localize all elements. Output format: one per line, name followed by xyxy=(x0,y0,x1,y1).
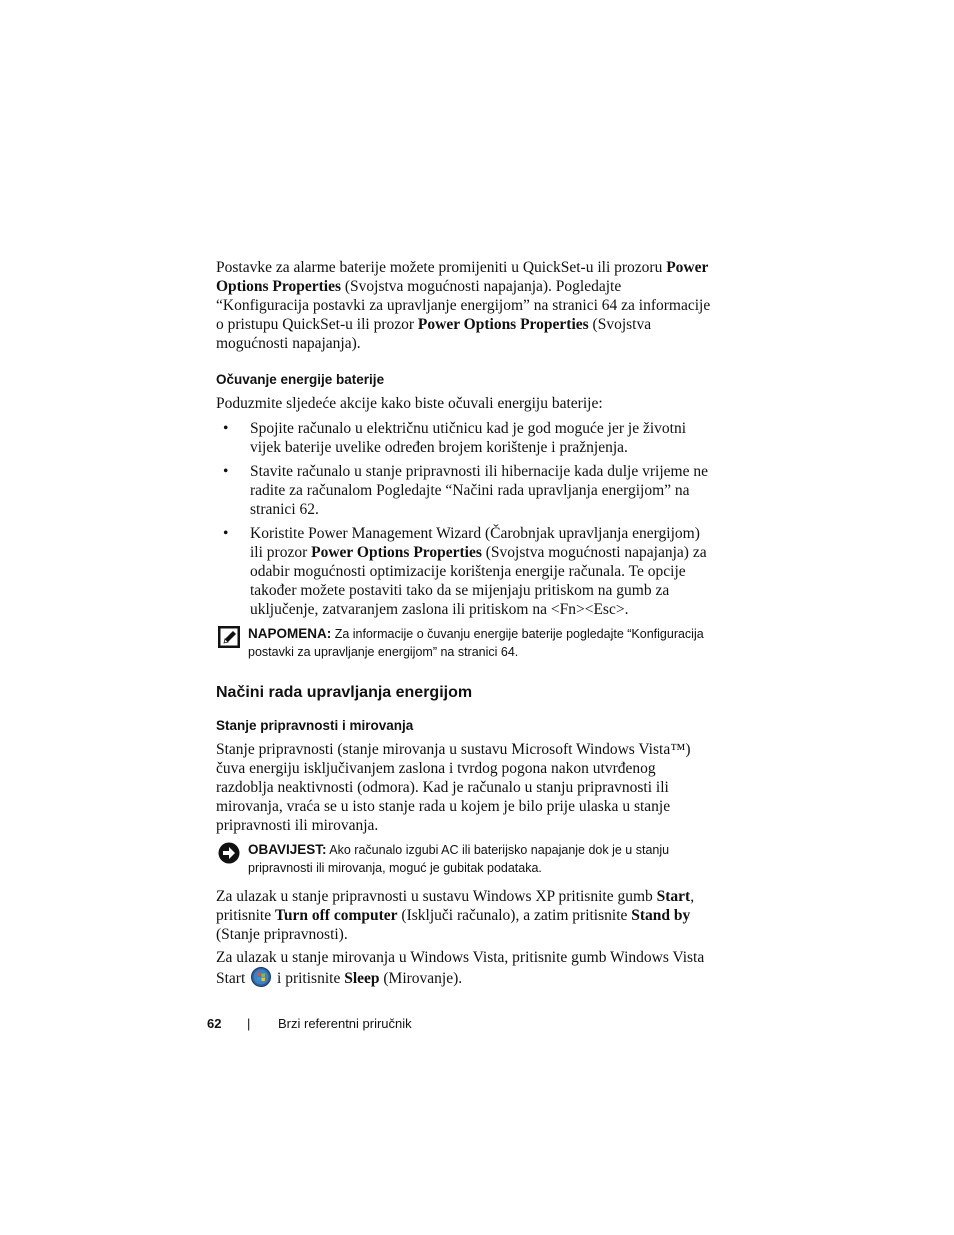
bullet-text: (Svojstva mogućnosti napajanja) za odabir mogućnosti optimizacije korištenja energije računala. Te opcije također možete postaviti tako da se mijenjaju pritiskom na gumb za uključenje, zatvaranjem zaslona ili pritiskom na <Fn><Esc>. xyxy=(250,544,707,618)
vista-bold-sleep: Sleep xyxy=(344,970,380,987)
notice-box xyxy=(216,841,716,877)
xp-bold-turnoff: Turn off computer xyxy=(274,907,398,924)
bullet-icon: • xyxy=(223,525,229,542)
subsection-heading-standby: Stanje pripravnosti i mirovanja xyxy=(216,718,414,733)
pencil-note-icon xyxy=(218,626,240,648)
section-heading-power-modes: Načini rada upravljanja energijom xyxy=(216,684,473,701)
vista-text: (Mirovanje). xyxy=(379,970,463,987)
note-text: Za informacije o čuvanju energije baterije pogledajte “Konfiguracija postavki za upravljanje energijom” na stranici 64. xyxy=(248,627,704,659)
notice-label: OBAVIJEST: xyxy=(248,842,327,857)
note-box xyxy=(216,625,716,661)
section-heading-battery: Očuvanje energije baterije xyxy=(216,372,385,387)
page-number: 62 xyxy=(207,1016,222,1031)
intro-bold-2: Power Options Properties xyxy=(417,316,589,333)
windows-start-icon xyxy=(251,967,271,987)
vista-paragraph xyxy=(216,948,716,988)
intro-bold-1: Power Options Properties xyxy=(216,259,709,295)
intro-text-3: (Svojstva mogućnosti napajanja). xyxy=(216,316,652,352)
bullet-list xyxy=(216,419,716,619)
xp-bold-start: Start xyxy=(656,888,691,905)
bullet-bold: Power Options Properties xyxy=(311,544,482,561)
intro-paragraph xyxy=(216,258,716,353)
xp-text: , pritisnite xyxy=(216,888,695,924)
section-lead: Poduzmite sljedeće akcije kako biste očuvali energiju baterije: xyxy=(216,395,603,412)
bullet-text: Koristite Power Management Wizard (Čarobnjak upravljanja energijom) ili prozor xyxy=(250,525,700,561)
xp-text: (Stanje pripravnosti). xyxy=(216,926,348,943)
note-label: NAPOMENA: xyxy=(248,626,332,641)
notice-arrow-icon xyxy=(218,842,240,864)
bullet-icon: • xyxy=(223,463,229,480)
xp-paragraph xyxy=(216,887,716,944)
vista-text: Za ulazak u stanje mirovanja u Windows Vista, pritisnite gumb Windows Vista Start xyxy=(216,949,705,987)
bullet-text: Spojite računalo u električnu utičnicu kad je god moguće jer je životni vijek baterije uvelike određen brojem korištenje i pražnjenja. xyxy=(250,420,687,456)
list-item xyxy=(216,524,716,619)
footer-title: Brzi referentni priručnik xyxy=(278,1016,412,1031)
vista-text: i pritisnite xyxy=(273,970,345,987)
notice-text: Ako računalo izgubi AC ili baterijsko napajanje dok je u stanju pripravnosti ili mirovanja, moguć je gubitak podataka. xyxy=(248,843,670,875)
xp-text: (Isključi računalo), a zatim pritisnite xyxy=(397,907,632,924)
footer-separator: | xyxy=(247,1016,251,1031)
bullet-text: Stavite računalo u stanje pripravnosti ili hibernacije kada dulje vrijeme ne radite za računalom Pogledajte “Načini rada upravljanja energijom” na stranici 62. xyxy=(250,463,708,518)
intro-text-1: Postavke za alarme baterije možete promijeniti u QuickSet-u ili prozoru xyxy=(216,259,667,276)
intro-text-2: (Svojstva mogućnosti napajanja). Pogledajte “Konfiguracija postavki za upravljanje energijom” na stranici 64 za informacije o pristupu QuickSet-u ili prozor xyxy=(216,278,711,333)
standby-paragraph: Stanje pripravnosti (stanje mirovanja u sustavu Microsoft Windows Vista™) čuva energiju isključivanjem zaslona i tvrdog pogona nakon utvrđenog razdoblja neaktivnosti (odmora). Kad je računalo u stanju pripravnosti ili mirovanja, vraća se u isto stanje rada u kojem je bilo prije ulaska u stanje pripravnosti ili mirovanja. xyxy=(216,741,691,834)
list-item xyxy=(216,419,716,457)
xp-text: Za ulazak u stanje pripravnosti u sustavu Windows XP pritisnite gumb xyxy=(216,888,657,905)
bullet-icon: • xyxy=(223,420,229,437)
xp-bold-standby: Stand by xyxy=(631,907,691,924)
list-item xyxy=(216,462,716,519)
page-content xyxy=(216,258,716,992)
